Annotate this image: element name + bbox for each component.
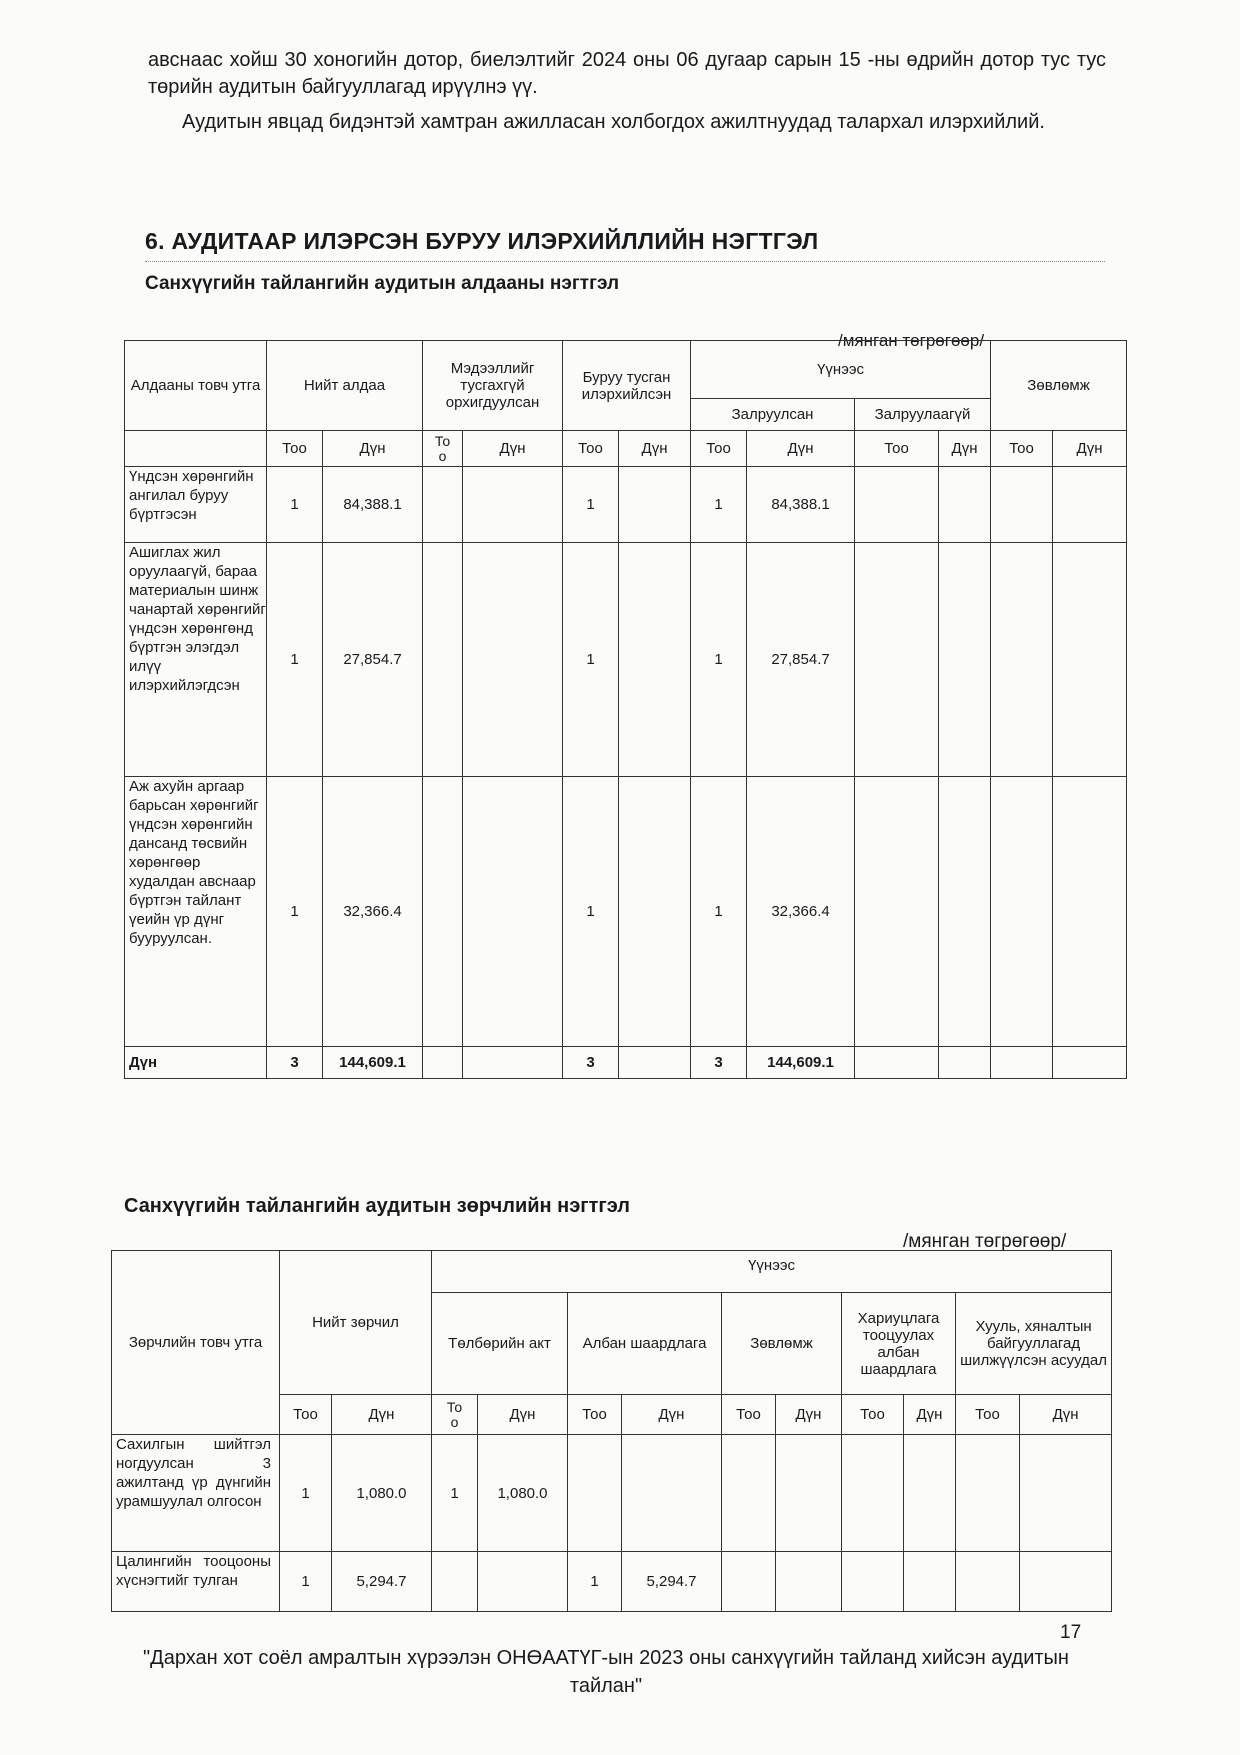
table-row (125, 543, 1127, 777)
t2-sub-count: Тоо (280, 1395, 332, 1435)
t1-header-desc: Алдааны товч утга (125, 341, 267, 431)
t1-header-no-info: Мэдээллийг тусгахгүй орхигдуулсан (423, 341, 563, 431)
t2-row-req-amount: 5,294.7 (622, 1552, 722, 1612)
intro-paragraph-2: Аудитын явцад бидэнтэй хамтран ажилласан холбогдох ажилтнуудад талархал илэрхийлий. (182, 111, 1045, 133)
t1-total-corr-amount: 144,609.1 (747, 1047, 855, 1079)
error-summary-table (124, 340, 1127, 1079)
intro-paragraph-1: авснаас хойш 30 хоногийн дотор, биелэлтийг 2024 оны 06 дугаар сарын 15 -ны өдрийн дотор тус тус төрийн аудитын байгууллагад ирүүлнэ үү. (148, 49, 1106, 98)
page-number: 17 (1060, 1622, 1082, 1643)
t2-sub-count: Тоо (956, 1395, 1020, 1435)
t1-row-wrong-count: 1 (563, 777, 619, 1047)
t1-sub-amount: Дүн (747, 431, 855, 467)
t2-sub-amount: Дүн (1020, 1395, 1112, 1435)
table1-title: Санхүүгийн тайлангийн аудитын алдааны нэгтгэл (145, 273, 620, 294)
table2-unit: /мянган төгрөгөөр/ (903, 1231, 1067, 1252)
t2-header-recommendation: Зөвлөмж (722, 1293, 842, 1395)
t2-row-total-count: 1 (280, 1552, 332, 1612)
t1-row-corr-amount: 32,366.4 (747, 777, 855, 1047)
t2-sub-count: То о (432, 1395, 478, 1435)
t2-header-desc: Зөрчлийн товч утга (112, 1251, 280, 1435)
t1-sub-count: Тоо (563, 431, 619, 467)
t1-sub-amount: Дүн (939, 431, 991, 467)
t1-row-desc: Аж ахуйн аргаар барьсан хөрөнгийг үндсэн хөрөнгийн дансанд төсвийн хөрөнгөөр худалдан авснаар бүртгэн тайлант үеийн үр дүнг бууруулсан. (125, 777, 267, 1047)
t2-row-pay-amount: 1,080.0 (478, 1435, 568, 1552)
t1-total-label: Дүн (125, 1047, 267, 1079)
t1-header-recommendation: Зөвлөмж (991, 341, 1127, 431)
table-row (112, 1552, 1112, 1612)
t2-sub-count: Тоо (722, 1395, 776, 1435)
t2-row-total-amount: 5,294.7 (332, 1552, 432, 1612)
t2-header-official-req: Албан шаардлага (568, 1293, 722, 1395)
t1-row-desc: Ашиглах жил оруулаагүй, бараа материалын шинж чанартай хөрөнгийг үндсэн хөрөнгөнд бүртгэн элэгдэл илүү илэрхийлэгдсэн (125, 543, 267, 777)
t1-total-count: 3 (267, 1047, 323, 1079)
t1-total-corr-count: 3 (691, 1047, 747, 1079)
t2-sub-count: Тоо (568, 1395, 622, 1435)
t2-header-payment-act: Төлбөрийн акт (432, 1293, 568, 1395)
t2-row-total-amount: 1,080.0 (332, 1435, 432, 1552)
document-footer: "Дархан хот соёл амралтын хүрээлэн ОНӨААТҮГ-ын 2023 оны санхүүгийн тайланд хийсэн аудитын тайлан" (143, 1647, 1069, 1697)
t2-row-desc: Сахилгын шийтгэл ногдуулсан 3 ажилтанд үр дүнгийн урамшуулал олгосон (112, 1435, 280, 1552)
t1-row-corr-amount: 84,388.1 (747, 467, 855, 543)
t1-row-corr-amount: 27,854.7 (747, 543, 855, 777)
t1-sub-amount: Дүн (323, 431, 423, 467)
t1-row-wrong-count: 1 (563, 467, 619, 543)
t1-header-total: Нийт алдаа (267, 341, 423, 431)
t1-row-desc: Үндсэн хөрөнгийн ангилал буруу бүртгэсэн (125, 467, 267, 543)
t2-row-pay-count: 1 (432, 1435, 478, 1552)
t1-header-basis: Үүнээс (691, 341, 991, 399)
table-row (125, 777, 1127, 1047)
table2-title: Санхүүгийн тайлангийн аудитын зөрчлийн нэгтгэл (124, 1195, 630, 1217)
t1-sub-count: Тоо (991, 431, 1053, 467)
table-total-row (125, 1047, 1127, 1079)
t2-sub-amount: Дүн (776, 1395, 842, 1435)
section-title: 6. АУДИТААР ИЛЭРСЭН БУРУУ ИЛЭРХИЙЛЛИЙН НЭГТГЭЛ (145, 228, 1105, 262)
t1-row-total-count: 1 (267, 543, 323, 777)
t1-header-corrected: Залруулсан (691, 399, 855, 431)
t2-row-total-count: 1 (280, 1435, 332, 1552)
t1-sub-count: Тоо (267, 431, 323, 467)
t1-row-total-amount: 84,388.1 (323, 467, 423, 543)
t1-row-total-amount: 32,366.4 (323, 777, 423, 1047)
t1-sub-amount: Дүн (619, 431, 691, 467)
t1-sub-count: Тоо (691, 431, 747, 467)
t2-header-responsible-req: Хариуцлага тооцуулах албан шаардлага (842, 1293, 956, 1395)
t2-row-req-count: 1 (568, 1552, 622, 1612)
table1-unit: /мянган төгрөгөөр/ (838, 331, 985, 350)
t2-sub-amount: Дүн (478, 1395, 568, 1435)
t2-sub-amount: Дүн (622, 1395, 722, 1435)
t2-header-total: Нийт зөрчил (280, 1251, 432, 1395)
violation-summary-table (111, 1250, 1112, 1612)
t2-header-basis: Үүнээс (432, 1251, 1112, 1293)
t1-total-wrong-count: 3 (563, 1047, 619, 1079)
t1-sub-count: Тоо (855, 431, 939, 467)
t1-sub-amount: Дүн (463, 431, 563, 467)
t1-row-corr-count: 1 (691, 543, 747, 777)
t2-header-law-transfer: Хууль, хяналтын байгууллагад шилжүүлсэн асуудал (956, 1293, 1112, 1395)
t1-row-corr-count: 1 (691, 467, 747, 543)
t1-sub-count: То о (423, 431, 463, 467)
t2-sub-count: Тоо (842, 1395, 904, 1435)
t1-row-total-amount: 27,854.7 (323, 543, 423, 777)
t1-row-total-count: 1 (267, 777, 323, 1047)
t2-row-desc: Цалингийн тооцооны хүснэгтийг тулган (112, 1552, 280, 1612)
t1-sub-amount: Дүн (1053, 431, 1127, 467)
t1-row-wrong-count: 1 (563, 543, 619, 777)
t2-sub-amount: Дүн (904, 1395, 956, 1435)
t1-total-amount: 144,609.1 (323, 1047, 423, 1079)
t1-row-total-count: 1 (267, 467, 323, 543)
table-row (125, 467, 1127, 543)
t1-header-wrong: Буруу тусган илэрхийлсэн (563, 341, 691, 431)
t1-row-corr-count: 1 (691, 777, 747, 1047)
table-row (112, 1435, 1112, 1552)
t1-header-uncorrected: Залруулаагүй (855, 399, 991, 431)
t2-sub-amount: Дүн (332, 1395, 432, 1435)
